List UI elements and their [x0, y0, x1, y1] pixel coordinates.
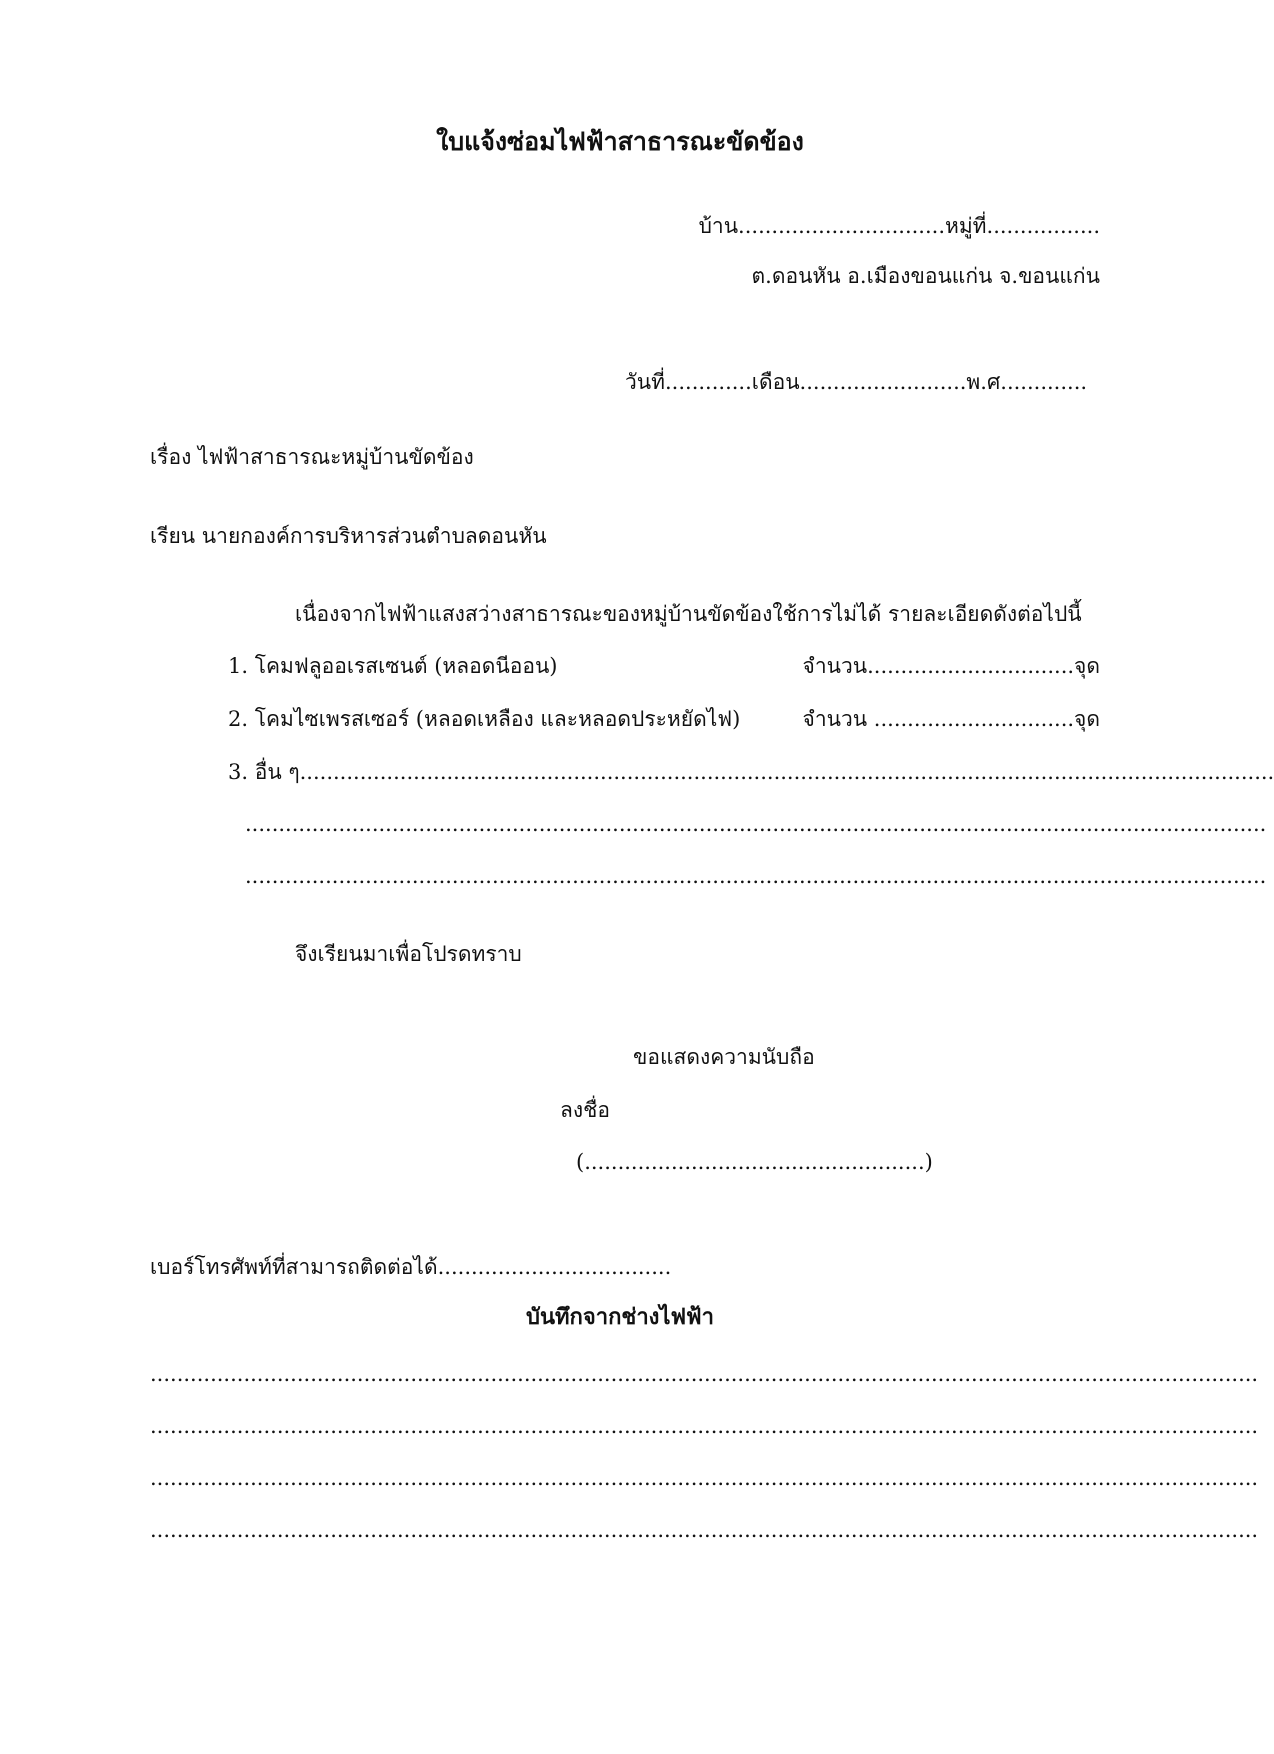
recipient-line: เรียน นายกองค์การบริหารส่วนตำบลดอนหัน [150, 524, 547, 548]
other-line-1: ......................................................................................................................................................... [245, 812, 1267, 836]
closing-line: จึงเรียนมาเพื่อโปรดทราบ [295, 942, 522, 966]
other-line-2: ......................................................................................................................................................... [245, 864, 1267, 888]
regards-line: ขอแสดงความนับถือ [633, 1045, 815, 1069]
technician-line-2: ...................................................................................................................................................................... [150, 1414, 1259, 1438]
date-line: วันที่.............เดือน.........................พ.ศ............. [625, 370, 1088, 394]
document-title: ใบแจ้งซ่อมไฟฟ้าสาธารณะขัดข้อง [436, 127, 804, 156]
item-1-count: จำนวน...............................จุด [802, 654, 1100, 678]
technician-line-4: ...................................................................................................................................................................... [150, 1518, 1259, 1542]
phone-line: เบอร์โทรศัพท์ที่สามารถติดต่อได้................................... [150, 1255, 672, 1279]
item-3-other: 3. อื่น ๆ.................................................................................................................................................. [228, 760, 1274, 784]
item-2-label: 2. โคมไซเพรสเซอร์ (หลอดเหลือง และหลอดประหยัดไฟ) [228, 707, 741, 731]
signature-label: ลงชื่อ [560, 1098, 610, 1122]
village-line: บ้าน...............................หมู่ที่................. [698, 214, 1100, 238]
item-1-label: 1. โคมฟลูออเรสเซนต์ (หลอดนีออน) [228, 654, 558, 678]
subject-line: เรื่อง ไฟฟ้าสาธารณะหมู่บ้านขัดข้อง [150, 445, 474, 469]
district-line: ต.ดอนหัน อ.เมืองขอนแก่น จ.ขอนแก่น [751, 264, 1100, 288]
technician-heading: บันทึกจากช่างไฟฟ้า [526, 1304, 714, 1330]
technician-line-3: ...................................................................................................................................................................... [150, 1466, 1259, 1490]
technician-line-1: ...................................................................................................................................................................... [150, 1362, 1259, 1386]
intro-paragraph: เนื่องจากไฟฟ้าแสงสว่างสาธารณะของหมู่บ้านขัดข้องใช้การไม่ได้ รายละเอียดดังต่อไปนี้ [295, 602, 1082, 626]
signature-name: (...................................................) [576, 1150, 933, 1174]
item-2-count: จำนวน ..............................จุด [802, 707, 1100, 731]
